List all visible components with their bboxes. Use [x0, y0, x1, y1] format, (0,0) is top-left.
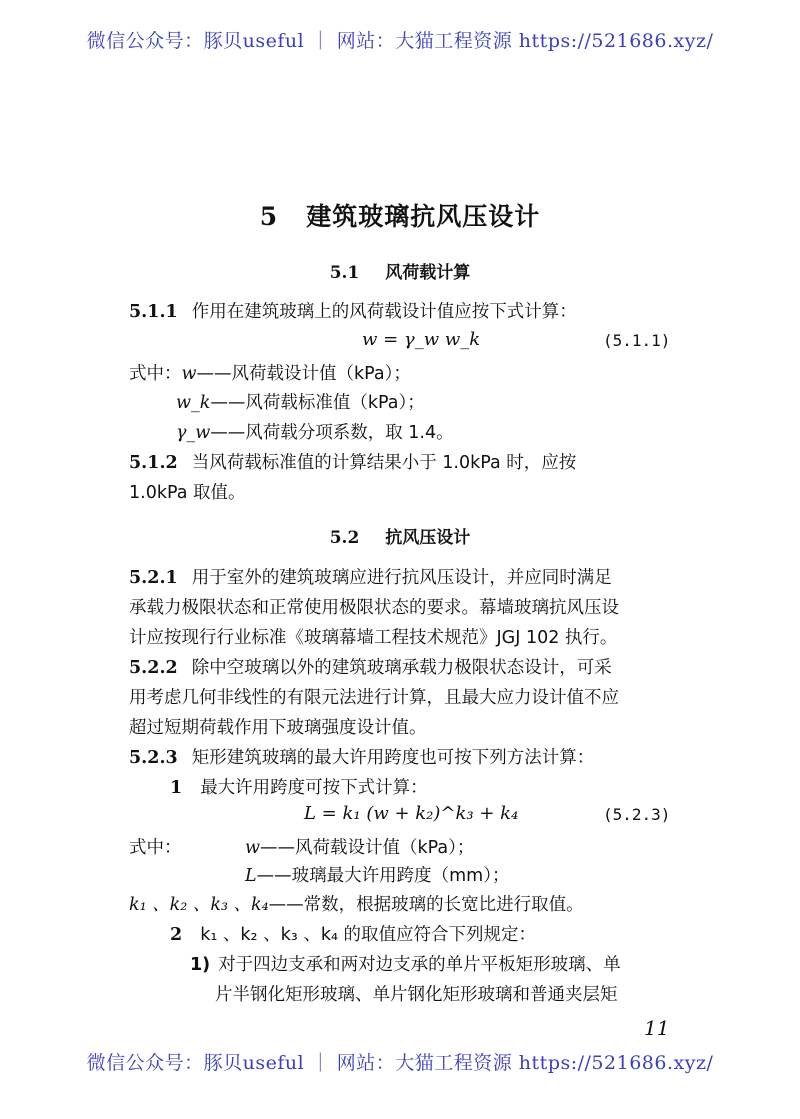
- equation-5-2-3: L = k₁ (w + k₂)^k₃ + k₄: [304, 803, 519, 824]
- symbol: γ_w: [176, 423, 211, 443]
- section-title: 抗风压设计: [385, 528, 471, 548]
- clause-text-line-1: 除中空玻璃以外的建筑玻璃承载力极限状态设计，可采: [191, 658, 612, 678]
- where-block-2-row-3: [129, 893, 584, 917]
- where-block-2-row-1: [129, 836, 182, 860]
- where-block-2-row-1-def: [245, 836, 474, 860]
- clause-text: 矩形建筑玻璃的最大许用跨度也可按下列方法计算：: [191, 748, 595, 768]
- symbol: w: [181, 364, 197, 384]
- clause-5-1-2: [129, 451, 576, 475]
- symbol-desc: ——风荷载分项系数，取 1.4。: [210, 423, 454, 443]
- where-block-1-row-2: [176, 391, 425, 415]
- section-5-1-heading: [0, 258, 800, 283]
- equation-number: (5.1.1): [603, 331, 671, 350]
- chapter-heading: [0, 197, 800, 233]
- section-number: 5.1: [329, 263, 360, 283]
- symbol: w: [245, 838, 260, 858]
- clause-number: 5.2.2: [129, 658, 178, 678]
- clause-5-2-2: [129, 656, 612, 680]
- symbol: k₁ 、k₂ 、k₃ 、k₄: [129, 895, 269, 915]
- item-text: k₁ 、k₂ 、k₃ 、k₄ 的取值应符合下列规定：: [200, 925, 537, 945]
- equation-5-1-1: w = γ_w w_k: [362, 329, 481, 350]
- clause-number: 5.2.1: [129, 568, 178, 588]
- section-title: 风荷载计算: [385, 263, 471, 283]
- item-2: [170, 923, 536, 947]
- clause-5-1-2-line-2: 1.0kPa 取值。: [129, 483, 246, 503]
- clause-5-1-1: [129, 300, 577, 324]
- symbol-desc: ——玻璃最大许用跨度（mm）；: [256, 866, 510, 886]
- item-text: 最大许用跨度可按下式计算：: [200, 778, 428, 798]
- equation-number: (5.2.3): [603, 805, 671, 824]
- watermark-bottom: 微信公众号：豚贝useful ｜ 网站：大猫工程资源 https://521686.xyz/: [86, 1052, 714, 1074]
- symbol: w_k: [176, 393, 211, 413]
- where-prefix: 式中：: [129, 364, 182, 384]
- where-block-2-row-2: [245, 864, 509, 888]
- sub-item-text-line-1: 对于四边支承和两对边支承的单片平板矩形玻璃、单: [218, 955, 621, 975]
- where-prefix: 式中：: [129, 838, 182, 858]
- clause-5-2-3: [129, 746, 594, 770]
- section-5-2-heading: [0, 523, 800, 548]
- clause-5-2-1-line-3: 计应按现行行业标准《玻璃幕墙工程技术规范》JGJ 102 执行。: [129, 628, 618, 648]
- clause-number: 5.2.3: [129, 748, 178, 768]
- symbol-desc: ——风荷载标准值（kPa）；: [210, 393, 425, 413]
- item-number: 1: [170, 778, 183, 798]
- symbol-desc: ——风荷载设计值（kPa）；: [259, 838, 475, 858]
- where-block-1-row-3: [176, 421, 454, 445]
- clause-number: 5.1.1: [129, 302, 178, 322]
- chapter-number: 5: [259, 202, 279, 231]
- clause-5-2-2-line-2: 用考虑几何非线性的有限元法进行计算，且最大应力设计值不应: [129, 688, 619, 708]
- chapter-title: 建筑玻璃抗风压设计: [306, 202, 541, 231]
- page-number: 11: [644, 1016, 670, 1040]
- clause-text: 作用在建筑玻璃上的风荷载设计值应按下式计算：: [191, 302, 577, 322]
- symbol-desc: ——风荷载设计值（kPa）；: [196, 364, 411, 384]
- clause-5-2-1-line-2: 承载力极限状态和正常使用极限状态的要求。幕墙玻璃抗风压设: [129, 598, 619, 618]
- watermark-top: 微信公众号：豚贝useful ｜ 网站：大猫工程资源 https://521686.xyz/: [86, 30, 714, 52]
- item-number: 2: [170, 925, 183, 945]
- symbol: L: [245, 866, 257, 886]
- sub-item-1-line-2: 片半钢化矩形玻璃、单片钢化矩形玻璃和普通夹层矩: [215, 985, 618, 1005]
- sub-item-number: 1): [190, 955, 211, 975]
- clause-text-line-1: 当风荷载标准值的计算结果小于 1.0kPa 时，应按: [191, 453, 577, 473]
- item-1: [170, 776, 428, 800]
- clause-number: 5.1.2: [129, 453, 178, 473]
- section-number: 5.2: [329, 528, 360, 548]
- clause-text-line-1: 用于室外的建筑玻璃应进行抗风压设计，并应同时满足: [191, 568, 612, 588]
- symbol-desc: ——常数，根据玻璃的长宽比进行取值。: [268, 895, 584, 915]
- clause-5-2-1: [129, 566, 612, 590]
- clause-5-2-2-line-3: 超过短期荷载作用下玻璃强度设计值。: [129, 718, 427, 738]
- sub-item-1: [190, 953, 621, 977]
- where-block-1-row-1: [129, 362, 411, 386]
